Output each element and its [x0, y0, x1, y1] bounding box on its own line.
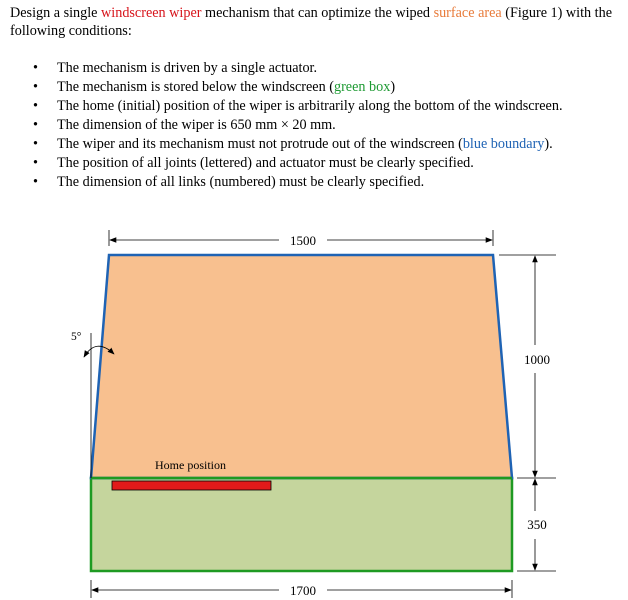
highlight-green-box: green box: [333, 79, 391, 95]
condition-text: The dimension of all links (numbered) must be clearly specified.: [57, 174, 425, 190]
storage-area: [91, 478, 512, 571]
home-position-label: Home position: [155, 458, 226, 472]
highlight-windscreen-wiper: windscreen wiper: [101, 5, 202, 21]
highlight-surface-area: surface area: [433, 5, 502, 21]
condition-text: The position of all joints (lettered) and actuator must be clearly specified.: [57, 155, 474, 171]
bullet-dot-icon: •: [33, 117, 38, 133]
highlight-blue-boundary: blue boundary: [462, 136, 545, 152]
dim-right-lower-label: 350: [527, 517, 547, 532]
dim-bottom-label: 1700: [290, 583, 316, 598]
bullet-dot-icon: •: [33, 136, 38, 152]
condition-text-end: ).: [544, 136, 553, 152]
dim-right-upper-label: 1000: [524, 352, 550, 367]
condition-text-end: ): [390, 79, 396, 95]
dim-top-label: 1500: [290, 233, 316, 248]
bullet-dot-icon: •: [33, 98, 38, 114]
bullet-dot-icon: •: [33, 60, 38, 76]
intro-text-3: (Figure 1) with the following conditions:: [10, 5, 613, 39]
wiper-blade: [112, 481, 271, 490]
angle-label: 5°: [71, 331, 82, 343]
bullet-dot-icon: •: [33, 174, 38, 190]
condition-text: The home (initial) position of the wiper is arbitrarily along the bottom of the windscreen.: [57, 98, 563, 114]
bullet-dot-icon: •: [33, 155, 38, 171]
condition-text: The dimension of the wiper is 650 mm × 20 mm.: [57, 117, 336, 133]
bullet-dot-icon: •: [33, 79, 38, 95]
windscreen-area: [91, 255, 512, 478]
intro-text-2: mechanism that can optimize the wiped: [201, 5, 434, 21]
condition-text: The wiper and its mechanism must not protrude out of the windscreen (: [57, 136, 463, 152]
condition-text: The mechanism is driven by a single actuator.: [57, 60, 318, 76]
condition-text: The mechanism is stored below the windscreen (: [57, 79, 334, 95]
intro-text-1: Design a single: [10, 5, 102, 21]
